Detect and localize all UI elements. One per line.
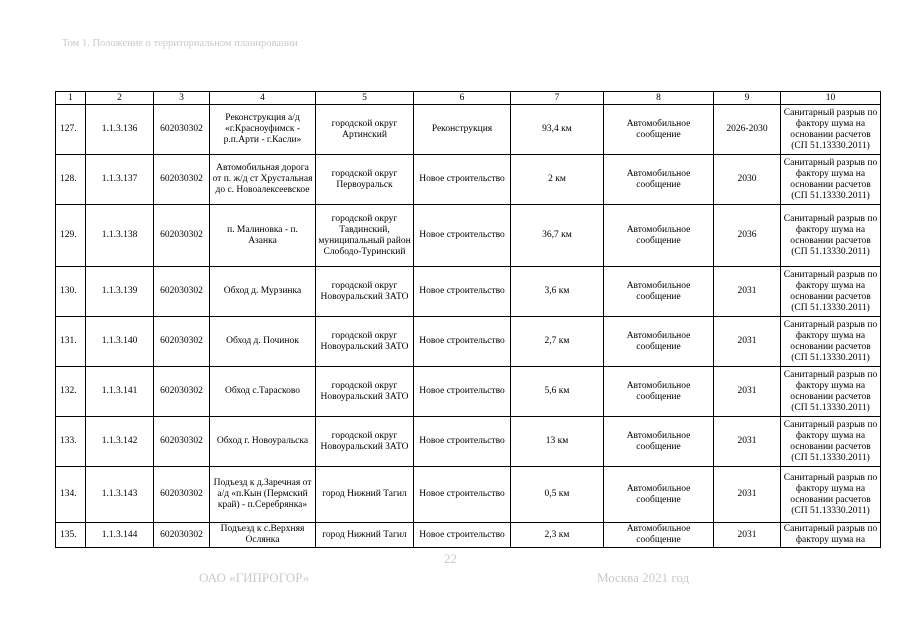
object-name-cell: п. Малиновка - п. Азанка [210,205,316,267]
location-cell: город Нижний Тагил [316,523,414,548]
page-number: 22 [444,551,457,566]
column-header: 1 [56,92,86,105]
activity-type-cell: Новое строительство [414,367,511,417]
object-code-cell: 1.1.3.139 [86,267,154,317]
object-name-cell: Обход д. Мурзинка [210,267,316,317]
type-code-cell: 602030302 [154,367,210,417]
row-number-cell: 128. [56,155,86,205]
period-cell: 2031 [714,367,781,417]
period-cell: 2031 [714,317,781,367]
type-code-cell: 602030302 [154,105,210,155]
footer-organization: ОАО «ГИПРОГОР» [199,570,310,585]
purpose-cell: Автомобильное сообщение [604,267,714,317]
type-code-cell: 602030302 [154,523,210,548]
row-number-cell: 131. [56,317,86,367]
restriction-zone-cell: Санитарный разрыв по фактору шума на [781,523,881,548]
purpose-cell: Автомобильное сообщение [604,467,714,523]
table-row [56,417,881,467]
location-cell: городской округ Первоуральск [316,155,414,205]
activity-type-cell: Новое строительство [414,417,511,467]
register-table [55,91,881,548]
document-header: Том 1. Положение о территориальном планировании [62,38,298,49]
row-number-cell: 134. [56,467,86,523]
column-header: 10 [781,92,881,105]
location-cell: городской округ Новоуральский ЗАТО [316,317,414,367]
object-code-cell: 1.1.3.140 [86,317,154,367]
column-header: 8 [604,92,714,105]
table-row [56,367,881,417]
period-cell: 2031 [714,417,781,467]
length-cell: 5,6 км [511,367,604,417]
table-body [56,92,881,548]
length-cell: 2,3 км [511,523,604,548]
purpose-cell: Автомобильное сообщение [604,205,714,267]
object-code-cell: 1.1.3.136 [86,105,154,155]
restriction-zone-cell: Санитарный разрыв по фактору шума на основании расчетов (СП 51.13330.2011) [781,367,881,417]
table-row [56,205,881,267]
type-code-cell: 602030302 [154,317,210,367]
restriction-zone-cell: Санитарный разрыв по фактору шума на основании расчетов (СП 51.13330.2011) [781,467,881,523]
length-cell: 36,7 км [511,205,604,267]
object-code-cell: 1.1.3.141 [86,367,154,417]
table-row [56,523,881,548]
column-header: 5 [316,92,414,105]
object-name-cell: Обход с.Тарасково [210,367,316,417]
column-number-row [56,92,881,105]
object-code-cell: 1.1.3.143 [86,467,154,523]
purpose-cell: Автомобильное сообщение [604,155,714,205]
type-code-cell: 602030302 [154,155,210,205]
object-name-cell: Реконструкция а/д «г.Красноуфимск - р.п.Арти - г.Касли» [210,105,316,155]
activity-type-cell: Новое строительство [414,523,511,548]
length-cell: 0,5 км [511,467,604,523]
object-name-cell: Обход г. Новоуральска [210,417,316,467]
row-number-cell: 135. [56,523,86,548]
location-cell: город Нижний Тагил [316,467,414,523]
object-name-cell: Подъезд к д.Заречная от а/д «п.Кын (Пермский край) - п.Серебрянка» [210,467,316,523]
table-row [56,155,881,205]
location-cell: городской округ Тавдинский, муниципальный район Слободо-Туринский [316,205,414,267]
row-number-cell: 133. [56,417,86,467]
row-number-cell: 127. [56,105,86,155]
activity-type-cell: Новое строительство [414,317,511,367]
column-header: 7 [511,92,604,105]
object-code-cell: 1.1.3.142 [86,417,154,467]
table-row [56,267,881,317]
purpose-cell: Автомобильное сообщение [604,367,714,417]
purpose-cell: Автомобильное сообщение [604,317,714,367]
length-cell: 13 км [511,417,604,467]
period-cell: 2031 [714,523,781,548]
restriction-zone-cell: Санитарный разрыв по фактору шума на основании расчетов (СП 51.13330.2011) [781,317,881,367]
column-header: 6 [414,92,511,105]
location-cell: городской округ Новоуральский ЗАТО [316,267,414,317]
column-header: 3 [154,92,210,105]
activity-type-cell: Новое строительство [414,267,511,317]
purpose-cell: Автомобильное сообщение [604,105,714,155]
length-cell: 2 км [511,155,604,205]
type-code-cell: 602030302 [154,205,210,267]
restriction-zone-cell: Санитарный разрыв по фактору шума на основании расчетов (СП 51.13330.2011) [781,417,881,467]
period-cell: 2031 [714,267,781,317]
footer-place-year: Москва 2021 год [597,570,690,585]
type-code-cell: 602030302 [154,267,210,317]
restriction-zone-cell: Санитарный разрыв по фактору шума на основании расчетов (СП 51.13330.2011) [781,105,881,155]
purpose-cell: Автомобильное сообщение [604,417,714,467]
column-header: 9 [714,92,781,105]
row-number-cell: 129. [56,205,86,267]
period-cell: 2030 [714,155,781,205]
location-cell: городской округ Новоуральский ЗАТО [316,417,414,467]
column-header: 4 [210,92,316,105]
object-code-cell: 1.1.3.138 [86,205,154,267]
row-number-cell: 130. [56,267,86,317]
object-name-cell: Подъезд к с.Верхняя Ослянка [210,523,316,548]
location-cell: городской округ Новоуральский ЗАТО [316,367,414,417]
column-header: 2 [86,92,154,105]
row-number-cell: 132. [56,367,86,417]
restriction-zone-cell: Санитарный разрыв по фактору шума на основании расчетов (СП 51.13330.2011) [781,267,881,317]
period-cell: 2026-2030 [714,105,781,155]
type-code-cell: 602030302 [154,467,210,523]
restriction-zone-cell: Санитарный разрыв по фактору шума на основании расчетов (СП 51.13330.2011) [781,155,881,205]
table-row [56,105,881,155]
length-cell: 93,4 км [511,105,604,155]
location-cell: городской округ Артинский [316,105,414,155]
activity-type-cell: Новое строительство [414,467,511,523]
length-cell: 2,7 км [511,317,604,367]
object-code-cell: 1.1.3.144 [86,523,154,548]
period-cell: 2031 [714,467,781,523]
period-cell: 2036 [714,205,781,267]
activity-type-cell: Реконструкция [414,105,511,155]
activity-type-cell: Новое строительство [414,155,511,205]
purpose-cell: Автомобильное сообщение [604,523,714,548]
table-row [56,317,881,367]
type-code-cell: 602030302 [154,417,210,467]
length-cell: 3,6 км [511,267,604,317]
restriction-zone-cell: Санитарный разрыв по фактору шума на основании расчетов (СП 51.13330.2011) [781,205,881,267]
object-code-cell: 1.1.3.137 [86,155,154,205]
object-name-cell: Обход д. Починок [210,317,316,367]
table-row [56,467,881,523]
activity-type-cell: Новое строительство [414,205,511,267]
object-name-cell: Автомобильная дорога от п. ж/д ст Хрустальная до с. Новоалексеевское [210,155,316,205]
